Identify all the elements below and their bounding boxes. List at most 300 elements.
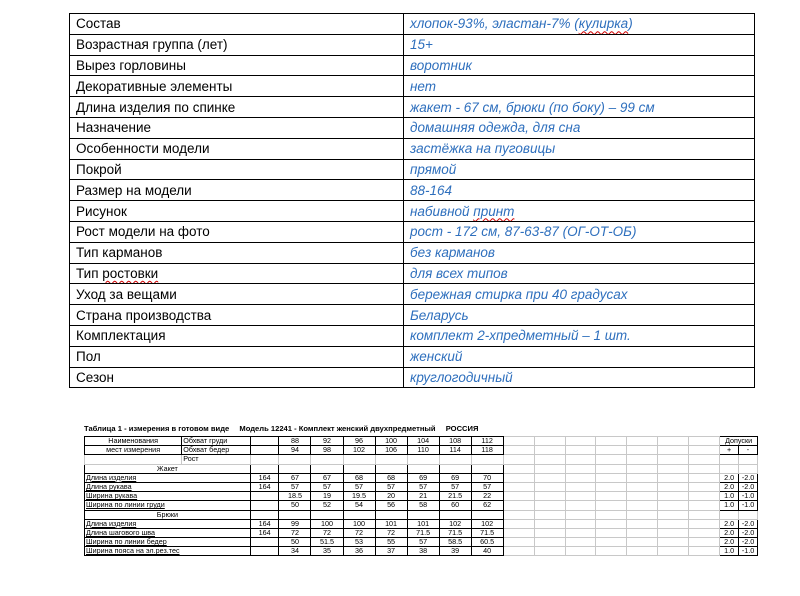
grid-cell — [627, 446, 658, 455]
attribute-row — [70, 138, 755, 159]
grid-cell — [627, 455, 658, 464]
tolerance-plus-value: 1.0 — [720, 501, 739, 510]
grid-cell — [658, 528, 689, 537]
measurement-value: 35 — [311, 547, 343, 556]
grid-cell — [534, 492, 565, 501]
spellcheck-mark: ростовки — [102, 265, 159, 281]
grid-cell — [658, 446, 689, 455]
tolerance-plus-value: 2.0 — [720, 473, 739, 482]
attribute-value: для всех типов — [404, 263, 755, 284]
chest-value: 92 — [311, 437, 343, 446]
grid-cell — [439, 455, 471, 464]
measurement-value: 57 — [471, 482, 503, 491]
measurement-value: 50 — [279, 538, 311, 547]
grid-cell — [311, 510, 343, 519]
measurement-value: 102 — [439, 519, 471, 528]
grid-cell — [720, 510, 739, 519]
grid-cell — [250, 437, 279, 446]
section-trousers — [85, 510, 758, 519]
measurement-row — [85, 519, 758, 528]
measurement-value: 56 — [375, 501, 407, 510]
grid-cell — [250, 455, 279, 464]
measurement-height: 164 — [250, 528, 279, 537]
measurement-value: 72 — [375, 528, 407, 537]
grid-cell — [279, 455, 311, 464]
grid-cell — [503, 510, 534, 519]
measurement-value: 57 — [343, 482, 375, 491]
attribute-name: Сезон — [70, 367, 404, 388]
attribute-value: набивной принт — [404, 201, 755, 222]
grid-cell — [503, 437, 534, 446]
grid-cell — [658, 464, 689, 473]
grid-cell — [596, 528, 627, 537]
grid-cell — [534, 528, 565, 537]
grid-cell — [250, 446, 279, 455]
attribute-value: рост - 172 см, 87-63-87 (ОГ-ОТ-ОБ) — [404, 221, 755, 242]
measurement-value: 57 — [375, 482, 407, 491]
measurement-value: 19 — [311, 492, 343, 501]
measurement-value: 21.5 — [439, 492, 471, 501]
tolerance-minus-value: -1.0 — [739, 501, 758, 510]
measurement-value: 38 — [407, 547, 439, 556]
measurement-value: 99 — [279, 519, 311, 528]
tolerance-plus-value: 2.0 — [720, 528, 739, 537]
measurement-value: 71.5 — [471, 528, 503, 537]
grid-cell — [311, 455, 343, 464]
grid-cell — [689, 510, 720, 519]
measurement-value: 58.5 — [439, 538, 471, 547]
grid-cell — [407, 510, 439, 519]
measurement-value: 52 — [311, 501, 343, 510]
hips-value: 94 — [279, 446, 311, 455]
measurement-value: 50 — [279, 501, 311, 510]
measurement-value: 69 — [407, 473, 439, 482]
hips-value: 110 — [407, 446, 439, 455]
section-jacket-label: Жакет — [85, 464, 251, 473]
grid-cell — [565, 464, 596, 473]
grid-cell — [689, 501, 720, 510]
grid-cell — [565, 473, 596, 482]
attribute-name: Вырез горловины — [70, 55, 404, 76]
grid-cell — [503, 473, 534, 482]
attribute-name: Особенности модели — [70, 138, 404, 159]
grid-cell — [565, 446, 596, 455]
attribute-value: Беларусь — [404, 305, 755, 326]
measurement-value: 22 — [471, 492, 503, 501]
tolerance-label: Допуски — [720, 437, 758, 446]
measurement-value: 57 — [279, 482, 311, 491]
grid-cell — [689, 473, 720, 482]
measurement-label: Длина шагового шва — [85, 528, 251, 537]
tolerance-plus-value: 1.0 — [720, 547, 739, 556]
grid-cell — [720, 464, 739, 473]
attribute-name: Длина изделия по спинке — [70, 97, 404, 118]
spellcheck-mark: принт — [473, 203, 515, 219]
tolerance-minus-value: -2.0 — [739, 519, 758, 528]
chest-value: 104 — [407, 437, 439, 446]
measurement-value: 70 — [471, 473, 503, 482]
header-row-height — [85, 455, 758, 464]
measurement-value: 71.5 — [439, 528, 471, 537]
chest-label: Обхват груди — [182, 437, 251, 446]
grid-cell — [375, 464, 407, 473]
measurement-value: 20 — [375, 492, 407, 501]
attribute-row — [70, 117, 755, 138]
grid-cell — [627, 547, 658, 556]
grid-cell — [689, 482, 720, 491]
measurement-row — [85, 538, 758, 547]
grid-cell — [279, 510, 311, 519]
grid-cell — [739, 510, 758, 519]
grid-cell — [534, 455, 565, 464]
grid-cell — [596, 492, 627, 501]
grid-cell — [407, 455, 439, 464]
grid-cell — [689, 437, 720, 446]
measurement-value: 37 — [375, 547, 407, 556]
measurement-label: Ширина по линии груди — [85, 501, 251, 510]
grid-cell — [596, 501, 627, 510]
grid-cell — [503, 464, 534, 473]
hips-label: Обхват бедер — [182, 446, 251, 455]
grid-cell — [503, 538, 534, 547]
measurement-value: 57 — [311, 482, 343, 491]
grid-cell — [471, 510, 503, 519]
grid-cell — [534, 501, 565, 510]
grid-cell — [250, 464, 279, 473]
grid-cell — [503, 501, 534, 510]
measurement-value: 57 — [407, 482, 439, 491]
grid-cell — [343, 510, 375, 519]
measurement-row — [85, 528, 758, 537]
attribute-row — [70, 325, 755, 346]
measurements-title-country: РОССИЯ — [445, 424, 479, 433]
tolerance-plus-value: 1.0 — [720, 492, 739, 501]
attribute-value: 88-164 — [404, 180, 755, 201]
measurement-value: 102 — [471, 519, 503, 528]
grid-cell — [534, 510, 565, 519]
grid-cell — [279, 464, 311, 473]
chest-value: 108 — [439, 437, 471, 446]
measurement-value: 19.5 — [343, 492, 375, 501]
attribute-value: жакет - 67 см, брюки (по боку) – 99 см — [404, 97, 755, 118]
attribute-row — [70, 159, 755, 180]
measurement-value: 60.5 — [471, 538, 503, 547]
grid-cell — [689, 492, 720, 501]
grid-cell — [627, 437, 658, 446]
attribute-value: комплект 2-хпредметный – 1 шт. — [404, 325, 755, 346]
measurement-height — [250, 547, 279, 556]
measurement-value: 101 — [407, 519, 439, 528]
measurement-height — [250, 501, 279, 510]
attribute-value: домашняя одежда, для сна — [404, 117, 755, 138]
attribute-row — [70, 14, 755, 35]
grid-cell — [739, 455, 758, 464]
attribute-name: Рост модели на фото — [70, 221, 404, 242]
grid-cell — [596, 538, 627, 547]
grid-cell — [343, 455, 375, 464]
chest-value: 88 — [279, 437, 311, 446]
measurements-title — [84, 424, 486, 433]
grid-cell — [407, 464, 439, 473]
grid-cell — [627, 510, 658, 519]
hips-value: 102 — [343, 446, 375, 455]
grid-cell — [689, 538, 720, 547]
grid-cell — [534, 473, 565, 482]
attribute-value: застёжка на пуговицы — [404, 138, 755, 159]
measurement-value: 40 — [471, 547, 503, 556]
attribute-value: прямой — [404, 159, 755, 180]
grid-cell — [503, 455, 534, 464]
measurement-row — [85, 492, 758, 501]
measurement-value: 72 — [343, 528, 375, 537]
grid-cell — [627, 473, 658, 482]
hips-value: 118 — [471, 446, 503, 455]
tolerance-minus-value: -1.0 — [739, 547, 758, 556]
tolerance-minus-value: -2.0 — [739, 482, 758, 491]
attribute-name: Покрой — [70, 159, 404, 180]
measurement-value: 72 — [279, 528, 311, 537]
measurement-value: 36 — [343, 547, 375, 556]
grid-cell — [503, 519, 534, 528]
attribute-name: Рисунок — [70, 201, 404, 222]
header-row-chest — [85, 437, 758, 446]
measurement-height — [250, 538, 279, 547]
grid-cell — [534, 464, 565, 473]
grid-cell — [375, 455, 407, 464]
measurement-value: 58 — [407, 501, 439, 510]
measurement-value: 53 — [343, 538, 375, 547]
measurement-label: Длина изделия — [85, 473, 251, 482]
measurement-value: 62 — [471, 501, 503, 510]
measurement-value: 54 — [343, 501, 375, 510]
header-name-2: мест измерения — [85, 446, 182, 455]
attribute-row — [70, 221, 755, 242]
tolerance-plus-value: 2.0 — [720, 538, 739, 547]
attribute-row — [70, 284, 755, 305]
attribute-row — [70, 346, 755, 367]
attribute-value: без карманов — [404, 242, 755, 263]
attribute-name: Тип карманов — [70, 242, 404, 263]
tolerance-minus: - — [739, 446, 758, 455]
section-jacket — [85, 464, 758, 473]
hips-value: 106 — [375, 446, 407, 455]
attribute-row — [70, 367, 755, 388]
measurement-value: 67 — [311, 473, 343, 482]
grid-cell — [565, 519, 596, 528]
measurement-label: Длина рукава — [85, 482, 251, 491]
measurement-value: 57 — [439, 482, 471, 491]
attribute-value: женский — [404, 346, 755, 367]
grid-cell — [534, 547, 565, 556]
attribute-value: воротник — [404, 55, 755, 76]
grid-cell — [658, 455, 689, 464]
measurement-label: Ширина по линии бедер — [85, 538, 251, 547]
measurement-value: 60 — [439, 501, 471, 510]
attribute-name: Тип ростовки — [70, 263, 404, 284]
grid-cell — [565, 482, 596, 491]
measurement-value: 101 — [375, 519, 407, 528]
header-row-hips — [85, 446, 758, 455]
measurement-row — [85, 547, 758, 556]
measurement-value: 69 — [439, 473, 471, 482]
grid-cell — [596, 446, 627, 455]
measurement-value: 34 — [279, 547, 311, 556]
attribute-value: 15+ — [404, 34, 755, 55]
measurement-height: 164 — [250, 519, 279, 528]
grid-cell — [503, 528, 534, 537]
attribute-name: Возрастная группа (лет) — [70, 34, 404, 55]
grid-cell — [627, 501, 658, 510]
chest-value: 96 — [343, 437, 375, 446]
attribute-name: Страна производства — [70, 305, 404, 326]
grid-cell — [658, 510, 689, 519]
grid-cell — [689, 455, 720, 464]
grid-cell — [565, 547, 596, 556]
grid-cell — [739, 464, 758, 473]
grid-cell — [596, 510, 627, 519]
attribute-row — [70, 201, 755, 222]
grid-cell — [311, 464, 343, 473]
measurement-value: 18.5 — [279, 492, 311, 501]
grid-cell — [596, 519, 627, 528]
measurement-row — [85, 501, 758, 510]
measurement-value: 71.5 — [407, 528, 439, 537]
grid-cell — [471, 455, 503, 464]
attribute-row — [70, 180, 755, 201]
measurement-label: Ширина пояса на эл.рез.тес — [85, 547, 251, 556]
grid-cell — [565, 510, 596, 519]
attribute-row — [70, 305, 755, 326]
measurement-height: 164 — [250, 482, 279, 491]
grid-cell — [439, 510, 471, 519]
grid-cell — [534, 538, 565, 547]
measurement-label: Ширина рукава — [85, 492, 251, 501]
grid-cell — [503, 446, 534, 455]
section-trousers-label: Брюки — [85, 510, 251, 519]
grid-cell — [658, 473, 689, 482]
grid-cell — [534, 519, 565, 528]
grid-cell — [503, 547, 534, 556]
chest-value: 112 — [471, 437, 503, 446]
grid-cell — [596, 464, 627, 473]
attribute-name: Состав — [70, 14, 404, 35]
grid-cell — [471, 464, 503, 473]
attribute-name: Уход за вещами — [70, 284, 404, 305]
grid-cell — [534, 446, 565, 455]
grid-cell — [439, 464, 471, 473]
measurement-height — [250, 492, 279, 501]
attribute-row — [70, 76, 755, 97]
grid-cell — [658, 519, 689, 528]
measurements-grid — [84, 436, 758, 556]
measurement-value: 68 — [343, 473, 375, 482]
header-name-1: Наименования — [85, 437, 182, 446]
grid-cell — [565, 528, 596, 537]
measurement-height: 164 — [250, 473, 279, 482]
grid-cell — [534, 437, 565, 446]
grid-cell — [658, 547, 689, 556]
grid-cell — [627, 464, 658, 473]
grid-cell — [627, 492, 658, 501]
grid-cell — [689, 519, 720, 528]
tolerance-plus: + — [720, 446, 739, 455]
grid-cell — [596, 455, 627, 464]
grid-cell — [503, 492, 534, 501]
measurement-value: 55 — [375, 538, 407, 547]
measurement-value: 68 — [375, 473, 407, 482]
grid-cell — [596, 437, 627, 446]
grid-cell — [689, 528, 720, 537]
grid-cell — [689, 464, 720, 473]
grid-cell — [627, 538, 658, 547]
height-label: Рост — [182, 455, 251, 464]
grid-cell — [596, 473, 627, 482]
measurement-value: 21 — [407, 492, 439, 501]
attribute-name: Назначение — [70, 117, 404, 138]
attribute-row — [70, 34, 755, 55]
grid-cell — [658, 538, 689, 547]
grid-cell — [565, 538, 596, 547]
spellcheck-mark: кулирка — [578, 16, 629, 32]
grid-cell — [627, 528, 658, 537]
grid-cell — [565, 455, 596, 464]
attribute-name: Пол — [70, 346, 404, 367]
attribute-row — [70, 97, 755, 118]
measurement-value: 100 — [343, 519, 375, 528]
grid-cell — [343, 464, 375, 473]
measurement-row — [85, 473, 758, 482]
attribute-name: Декоративные элементы — [70, 76, 404, 97]
attribute-row — [70, 263, 755, 284]
hips-value: 114 — [439, 446, 471, 455]
grid-cell — [375, 510, 407, 519]
attribute-name: Комплектация — [70, 325, 404, 346]
grid-cell — [565, 492, 596, 501]
measurement-value: 39 — [439, 547, 471, 556]
measurement-value: 72 — [311, 528, 343, 537]
grid-cell — [503, 482, 534, 491]
grid-cell — [250, 510, 279, 519]
tolerance-minus-value: -2.0 — [739, 473, 758, 482]
measurement-row — [85, 482, 758, 491]
measurements-title-model: Модель 12241 - Комплект женский двухпредметный — [239, 424, 436, 433]
grid-cell — [720, 455, 739, 464]
measurements-title-table: Таблица 1 - измерения в готовом виде — [84, 424, 230, 433]
grid-cell — [85, 455, 182, 464]
grid-cell — [658, 437, 689, 446]
attribute-name: Размер на модели — [70, 180, 404, 201]
grid-cell — [534, 482, 565, 491]
chest-value: 100 — [375, 437, 407, 446]
tolerance-plus-value: 2.0 — [720, 519, 739, 528]
attribute-value: хлопок-93%, эластан-7% (кулирка) — [404, 14, 755, 35]
product-attributes-table — [69, 13, 755, 388]
attribute-row — [70, 55, 755, 76]
grid-cell — [596, 482, 627, 491]
measurement-value: 100 — [311, 519, 343, 528]
grid-cell — [565, 501, 596, 510]
attribute-value: круглогодичный — [404, 367, 755, 388]
grid-cell — [658, 492, 689, 501]
attribute-value: нет — [404, 76, 755, 97]
measurement-value: 67 — [279, 473, 311, 482]
attribute-value: бережная стирка при 40 градусах — [404, 284, 755, 305]
grid-cell — [689, 547, 720, 556]
measurement-value: 51.5 — [311, 538, 343, 547]
tolerance-minus-value: -2.0 — [739, 538, 758, 547]
tolerance-minus-value: -1.0 — [739, 492, 758, 501]
measurement-label: Длина изделия — [85, 519, 251, 528]
